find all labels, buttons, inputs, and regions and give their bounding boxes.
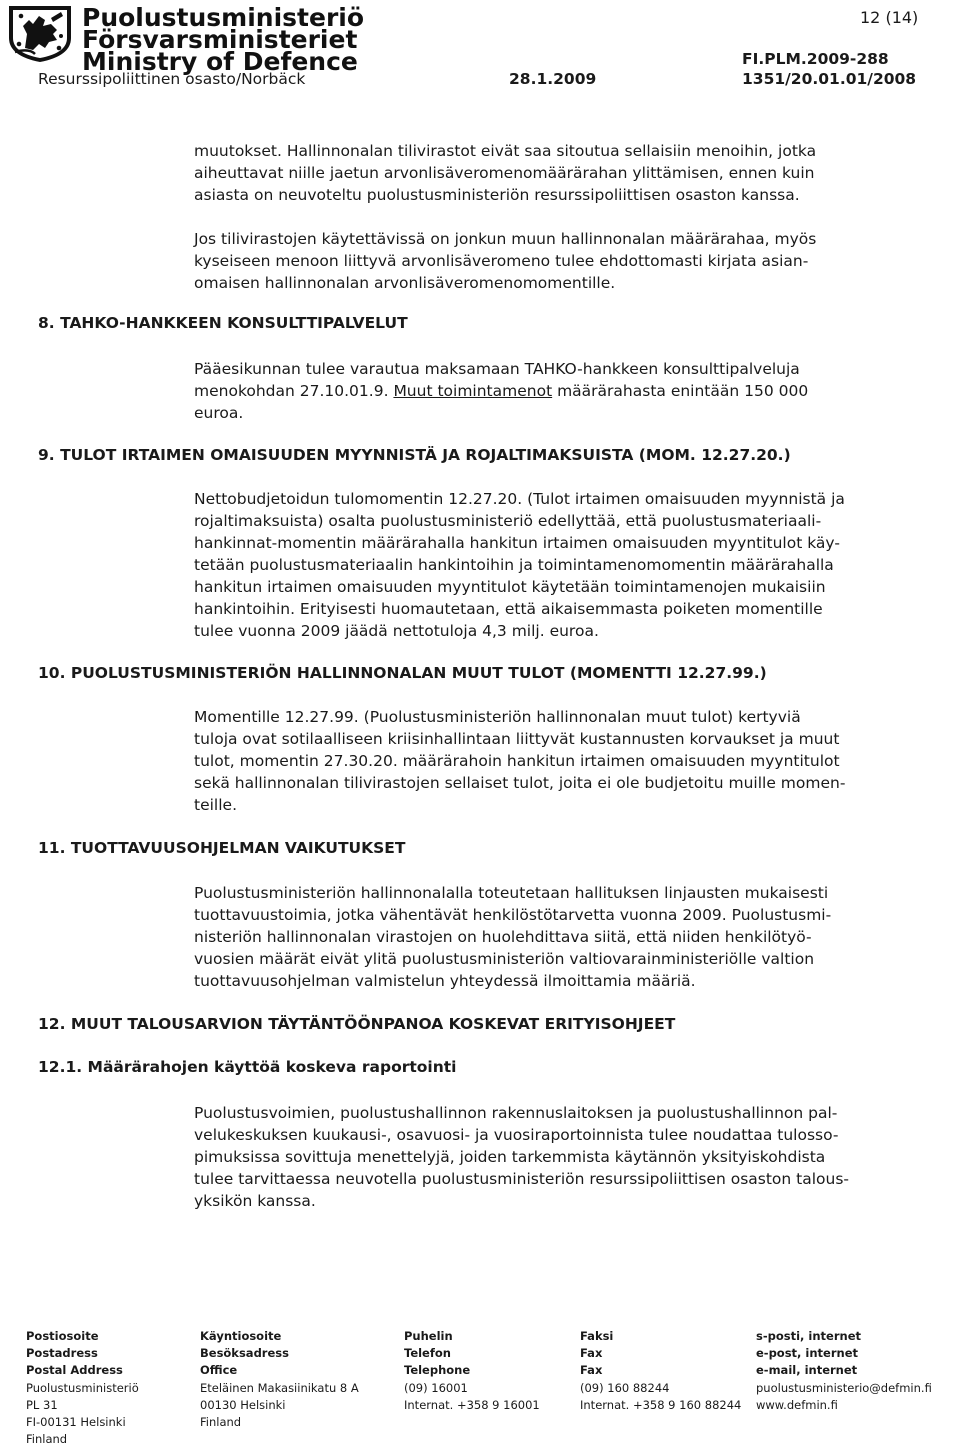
footer-label: Fax [580, 1363, 603, 1378]
text-line [194, 380, 934, 402]
footer-value: Finland [26, 1432, 68, 1447]
text-line: Momentille 12.27.99. (Puolustusministeriön hallinnonalan muut tulot) kertyviä [194, 708, 801, 726]
text-line: omaisen hallinnonalan arvonlisäveromenomomentille. [194, 274, 616, 292]
footer-visiting-address [200, 1328, 359, 1431]
text-line: Nettobudjetoidun tulomomentin 12.27.20. (Tulot irtaimen omaisuuden myynnistä ja [194, 490, 845, 508]
text-line: hankitun irtaimen omaisuuden myyntitulot käytetään toimintamenojen mukaisiin [194, 578, 826, 596]
paragraph-arvonlisavero-2 [194, 228, 934, 294]
footer-website-link[interactable]: www.defmin.fi [756, 1397, 838, 1412]
paragraph-section-9 [194, 488, 934, 642]
footer-email-internet [756, 1328, 932, 1414]
text-line: kyseiseen menoon liittyvä arvonlisäveromeno tulee ehdottomasti kirjata asian- [194, 252, 809, 270]
footer-value: Finland [200, 1415, 242, 1430]
text-line: hankinnat-momentin määrärahalla hankitun irtaimen omaisuuden myyntitulot käy- [194, 534, 840, 552]
footer-value: PL 31 [26, 1397, 58, 1412]
footer-label: Telephone [404, 1363, 471, 1378]
text-line: tetään puolustusmateriaalin hankintoihin ja toimintamenomomentin määrärahalla [194, 556, 834, 574]
footer-label: Telefon [404, 1346, 451, 1361]
section-heading-11: 11. TUOTTAVUUSOHJELMAN VAIKUTUKSET [38, 839, 406, 857]
footer-label: Puhelin [404, 1329, 453, 1343]
text-line: rojaltimaksuista) osalta puolustusministeriö edellyttää, että puolustusmateriaali- [194, 512, 822, 530]
footer-label: Postiosoite [26, 1329, 99, 1343]
footer-label: Käyntiosoite [200, 1329, 282, 1343]
department: Resurssipoliittinen osasto/Norbäck [38, 70, 306, 88]
text-line: muutokset. Hallinnonalan tilivirastot eivät saa sitoutua sellaisiin menoihin, jotka [194, 142, 817, 160]
text-line: Jos tilivirastojen käytettävissä on jonkun muun hallinnonalan määrärahaa, myös [194, 230, 817, 248]
footer-value: Internat. +358 9 160 88244 [580, 1397, 742, 1412]
paragraph-section-12-1 [194, 1102, 934, 1212]
document-date: 28.1.2009 [509, 70, 597, 88]
text-line: tulee vuonna 2009 jäädä nettotuloja 4,3 milj. euroa. [194, 622, 599, 640]
text-line: hankintoihin. Erityisesti huomautetaan, että aikaisemmasta poiketen momentille [194, 600, 823, 618]
section-heading-9: 9. TULOT IRTAIMEN OMAISUUDEN MYYNNISTÄ JA ROJALTIMAKSUISTA (MOM. 12.27.20.) [38, 446, 791, 464]
footer-value: FI-00131 Helsinki [26, 1415, 126, 1430]
footer-label: Fax [580, 1346, 603, 1361]
text-fragment: menokohdan 27.10.01.9. [194, 382, 394, 400]
footer-label: Postadress [26, 1346, 98, 1361]
text-fragment: määrärahasta enintään 150 000 [552, 382, 809, 400]
footer-label: e-post, internet [756, 1346, 859, 1361]
footer-value: Puolustusministeriö [26, 1380, 139, 1395]
underlined-term: Muut toimintamenot [393, 382, 553, 400]
text-line: aiheuttavat niille jaetun arvonlisäveromenomäärärahan ylittämisen, ennen kuin [194, 164, 815, 182]
footer-value: Internat. +358 9 16001 [404, 1397, 540, 1412]
text-line: tuottavuustoimia, jotka vähentävät henkilöstötarvetta vuonna 2009. Puolustusmi- [194, 906, 832, 924]
footer-label: s-posti, internet [756, 1329, 861, 1343]
text-line: teille. [194, 796, 237, 814]
footer-label: Office [200, 1363, 238, 1378]
document-ref-2: 1351/20.01.01/2008 [742, 70, 917, 88]
section-heading-12: 12. MUUT TALOUSARVION TÄYTÄNTÖÖNPANOA KOSKEVAT ERITYISOHJEET [38, 1015, 676, 1033]
text-line: Puolustusministeriön hallinnonalalla toteutetaan hallituksen linjausten mukaisesti [194, 884, 829, 902]
section-heading-8: 8. TAHKO-HANKKEEN KONSULTTIPALVELUT [38, 314, 408, 332]
ministry-name-sv: Försvarsministeriet [82, 25, 358, 54]
finnish-lion-coat-of-arms-icon [5, 4, 75, 64]
text-line: tulot, momentin 27.30.20. määrärahoin hankitun irtaimen omaisuuden myyntitulot [194, 752, 840, 770]
text-line: velukeskuksen kuukausi-, osavuosi- ja vuosiraportoinnista tulee noudattaa tulosso- [194, 1126, 839, 1144]
footer-label: Faksi [580, 1329, 614, 1343]
paragraph-section-10 [194, 706, 934, 816]
footer-telephone [404, 1328, 540, 1414]
footer-label: Postal Address [26, 1363, 123, 1378]
document-ref-1: FI.PLM.2009-288 [742, 50, 889, 68]
footer-label: e-mail, internet [756, 1363, 858, 1378]
text-line: pimuksissa sovittuja menettelyjä, joiden tarkemmista käytännön yksityiskohdista [194, 1148, 826, 1166]
text-line: euroa. [194, 404, 244, 422]
text-line: nisteriön hallinnonalan virastojen on huolehdittava siitä, että niiden henkilötyö- [194, 928, 812, 946]
page-number: 12 (14) [860, 8, 919, 27]
text-line: sekä hallinnonalan tilivirastojen sellaiset tulot, joita ei ole budjetoitu muille momen- [194, 774, 846, 792]
paragraph-section-11 [194, 882, 934, 992]
footer-fax [580, 1328, 741, 1414]
ministry-name-fi: Puolustusministeriö [82, 3, 365, 32]
footer-value: 00130 Helsinki [200, 1397, 286, 1412]
text-line: Pääesikunnan tulee varautua maksamaan TAHKO-hankkeen konsulttipalveluja [194, 360, 800, 378]
footer-label: Besöksadress [200, 1346, 289, 1361]
text-line: vuosien määrät eivät ylitä puolustusministeriön valtiovarainministeriölle valtion [194, 950, 815, 968]
paragraph-arvonlisavero-1 [194, 140, 934, 206]
footer-value: Eteläinen Makasiinikatu 8 A [200, 1380, 359, 1395]
footer-value: (09) 160 88244 [580, 1380, 670, 1395]
text-line: tulee tarvittaessa neuvotella puolustusministeriön resurssipoliittisen osaston talous- [194, 1170, 850, 1188]
footer-value: (09) 16001 [404, 1380, 468, 1395]
footer-postal-address [26, 1328, 139, 1448]
text-line: asiasta on neuvoteltu puolustusministeriön resurssipoliittisen osaston kanssa. [194, 186, 800, 204]
text-line: Puolustusvoimien, puolustushallinnon rakennuslaitoksen ja puolustushallinnon pal- [194, 1104, 838, 1122]
text-line: tuloja ovat sotilaalliseen kriisinhallintaan liittyvät kustannusten korvaukset ja muut [194, 730, 840, 748]
ministry-name-en: Ministry of Defence [82, 47, 358, 76]
text-line: tuottavuusohjelman valmistelun yhteydessä ilmoittamia määriä. [194, 972, 696, 990]
section-heading-10: 10. PUOLUSTUSMINISTERIÖN HALLINNONALAN MUUT TULOT (MOMENTTI 12.27.99.) [38, 664, 767, 682]
footer-email-link[interactable]: puolustusministerio@defmin.fi [756, 1380, 932, 1395]
text-line: yksikön kanssa. [194, 1192, 316, 1210]
paragraph-section-8 [194, 358, 934, 424]
section-heading-12-1: 12.1. Määrärahojen käyttöä koskeva raportointi [38, 1058, 457, 1076]
